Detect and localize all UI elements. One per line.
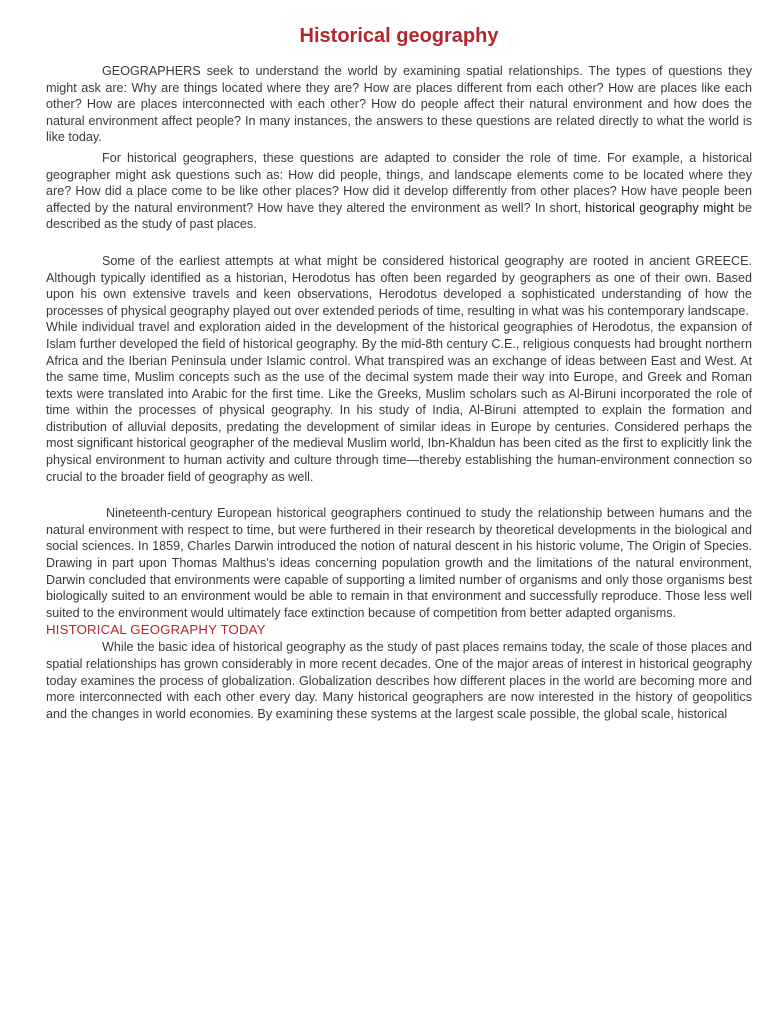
document-page: [46, 24, 752, 722]
paragraph-intro: GEOGRAPHERS seek to understand the world by examining spatial relationships. The types of questions they might ask are: Why are things located where they are? How are places different from each other? How are places like each other? How are places interconnected with each other? How do people affect their natural environment and how does the natural environment affect people? In many instances, the answers to these questions are related directly to what the world is like today.: [46, 64, 752, 145]
paragraph-text: For historical geographers, these questions are adapted to consider the role of time. For example, a historical geographer might ask questions such as: How did people, things, and landscape elements come to be located where they are? How did a place come to be like other places? How did it develop differently from other places? How have people been affected by the natural environment? How have they altered the environment as well? In short,: [46, 150, 752, 215]
paragraph-islam: While individual travel and exploration aided in the development of the historical geographies of Herodotus, the expansion of Islam further developed the field of historical geography. By the mid-8th century C.E., religious conquests had brought northern Africa and the Iberian Peninsula under Islamic control. What transpired was an exchange of ideas between East and West. At the same time, Muslim concepts such as the use of the decimal system made their way into Europe, and Greek and Roman texts were translated into Arabic for the first time. Like the Greeks, Muslim scholars such as Al-Biruni incorporated the role of time within the processes of physical geography. In his study of India, Al-Biruni attempted to explain the formation and distribution of alluvial deposits, predating the development of similar ideas in Europe by centuries. Considered perhaps the most significant historical geographer of the medieval Muslim world, Ibn-Khaldun has been cited as the first to explicitly link the physical environment to human activity and culture through time—thereby establishing the human-environment connection so crucial to the broader field of geography as well.: [46, 320, 752, 484]
document-title: Historical geography: [299, 25, 499, 47]
paragraph-historical-questions: [46, 150, 752, 233]
paragraph-text: be described as the study of past places.: [46, 200, 752, 232]
highlighted-phrase: historical geography might: [585, 200, 734, 215]
paragraph-today: While the basic idea of historical geography as the study of past places remains today, the scale of those places and spatial relationships has grown considerably in more recent decades. One of the major areas of interest in historical geography today examines the process of globalization. Globalization describes how different places in the world are becoming more and more interconnected with each other every day. Many historical geographers are now interested in the history of geopolitics and the changes in world economies. By examining these systems at the largest scale possible, the global scale, historical: [46, 640, 752, 721]
section-heading: HISTORICAL GEOGRAPHY TODAY: [46, 622, 266, 638]
paragraph-nineteenth-century: Nineteenth-century European historical geographers continued to study the relationship between humans and the natural environment with respect to time, but were furthered in their research by theoretical developments in the biological and social sciences. In 1859, Charles Darwin introduced the notion of natural descent in his historic volume, The Origin of Species. Drawing in part upon Thomas Malthus's ideas concerning population growth and the limitations of the natural environment, Darwin concluded that environments were capable of supporting a limited number of organisms and only those organisms best biologically suited to an environment would be able to remain in that environment and successfully reproduce. Those less well suited to the environment would ultimately face extinction because of competition from better adapted organisms.: [46, 506, 752, 620]
paragraph-greece: Some of the earliest attempts at what might be considered historical geography are rooted in ancient GREECE. Although typically identified as a historian, Herodotus has often been regarded by geographers as one of their own. Based upon his own extensive travels and keen observations, Herodotus developed a sophisticated understanding of how the processes of physical geography played out over extended periods of time, resulting in what was his contemporary landscape.: [46, 253, 752, 318]
